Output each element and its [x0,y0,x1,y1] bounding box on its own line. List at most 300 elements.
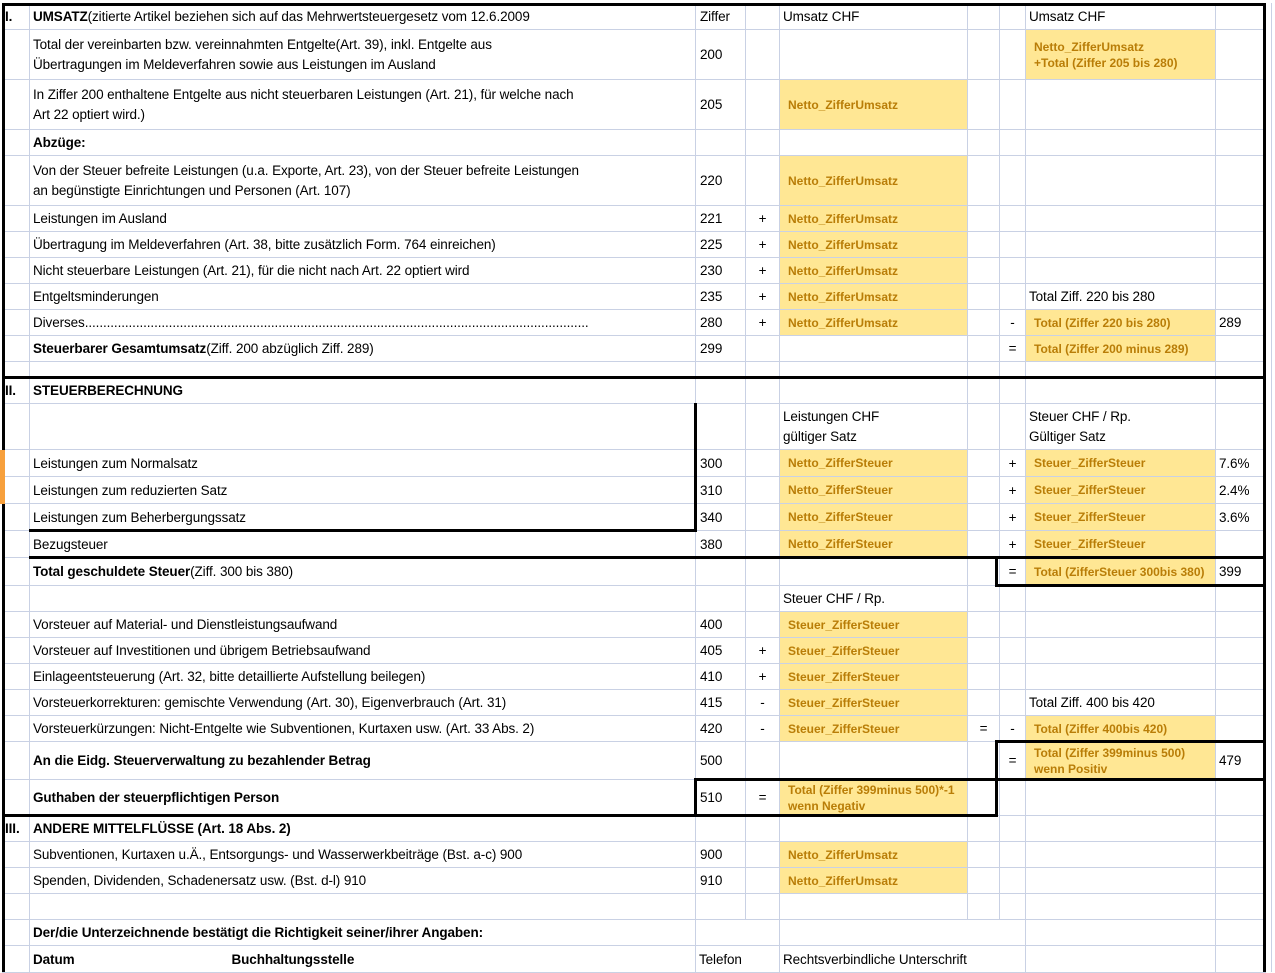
cell [746,130,780,156]
cell [968,612,1000,638]
cell [1026,638,1216,664]
table-row [2,336,1266,362]
cell [1000,30,1026,80]
thick-border-ziffer-box-left [694,403,697,532]
cell [1026,816,1216,842]
input-umsatz-235[interactable]: Netto_ZifferUmsatz [780,284,968,310]
cell [2,690,30,716]
cell [1216,156,1266,206]
section-title-bold: UMSATZ [33,9,88,24]
cell [2,946,30,973]
input-vorsteuer-410[interactable]: Steuer_ZifferSteuer [780,664,968,690]
thick-border-510-box-left [694,778,697,817]
input-umsatz-900[interactable]: Netto_ZifferUmsatz [780,842,968,868]
operator-plus: + [1000,450,1026,477]
buchhaltungsstelle-label: Buchhaltungsstelle [231,951,355,967]
input-umsatz-230[interactable]: Netto_ZifferUmsatz [780,258,968,284]
cell [746,450,780,477]
row-description: Vorsteuerkorrekturen: gemischte Verwendung (Art. 30), Eigenverbrauch (Art. 31) [30,690,696,716]
operator-equals: = [746,780,780,816]
section-title-mittelfluesse: ANDERE MITTELFLÜSSE (Art. 18 Abs. 2) [30,816,696,842]
cell [2,558,30,586]
cell [746,477,780,504]
ziffer-405: 405 [696,638,746,664]
dotted-line: .......................................................................................................................................... [84,315,589,330]
total-note-220-280: Total Ziff. 220 bis 280 [1026,284,1216,310]
input-vorsteuer-405[interactable]: Steuer_ZifferSteuer [780,638,968,664]
table-row [2,558,1266,586]
confirmation-statement: Der/die Unterzeichnende bestätigt die Richtigkeit seiner/ihrer Angaben: [30,920,696,946]
cell [2,920,30,946]
table-row [2,716,1266,742]
ziffer-289: 289 [1216,310,1266,336]
input-umsatz-205[interactable]: Netto_ZifferUmsatz [780,80,968,130]
cell [780,894,968,920]
cell [2,258,30,284]
ziffer-310: 310 [696,477,746,504]
section-title [30,4,696,30]
cell [746,404,780,450]
ziffer-400: 400 [696,612,746,638]
input-leistung-300[interactable]: Netto_ZifferSteuer [780,450,968,477]
cell [2,612,30,638]
input-umsatz-280[interactable]: Netto_ZifferUmsatz [780,310,968,336]
table-row [2,4,1266,30]
formula-line: Total (Ziffer 399minus 500)*-1 [788,782,955,797]
cell [1216,258,1266,284]
cell [780,336,968,362]
cell [30,894,696,920]
cell [1026,612,1216,638]
cell [1026,130,1216,156]
operator-minus: - [746,690,780,716]
cell [2,206,30,232]
input-vorsteuer-415[interactable]: Steuer_ZifferSteuer [780,690,968,716]
cell [1216,4,1266,30]
cell [968,4,1000,30]
cell [2,664,30,690]
table-row [2,586,1266,612]
cell [2,284,30,310]
cell [1216,780,1266,816]
ziffer-230: 230 [696,258,746,284]
header-line: Gültiger Satz [1029,428,1106,444]
cell [746,80,780,130]
ziffer-910: 910 [696,868,746,894]
table-row [2,531,1266,558]
cell [2,842,30,868]
input-leistung-340[interactable]: Netto_ZifferSteuer [780,504,968,531]
rate-300: 7.6% [1216,450,1266,477]
cell [968,868,1000,894]
desc-line: an begünstigte Einrichtungen und Personen (Art. 107) [33,182,351,198]
desc-line: Diverses [33,315,85,330]
ziffer-399: 399 [1216,558,1266,586]
header-line: Leistungen CHF [783,408,880,424]
cell [1000,80,1026,130]
datum-label: Datum [33,951,75,967]
cell [968,690,1000,716]
formula-line: +Total (Ziffer 205 bis 280) [1034,55,1178,70]
operator-plus: + [746,284,780,310]
cell [746,504,780,531]
formula-total-299[interactable]: Total (Ziffer 200 minus 289) [1026,336,1216,362]
cell [696,404,746,450]
formula-line: wenn Positiv [1034,761,1108,776]
thick-border-510-box-right [995,778,998,817]
cell [780,30,968,80]
cell [968,80,1000,130]
thick-border-under-340 [29,529,697,532]
table-row [2,156,1266,206]
cell [2,586,30,612]
signature-labels [30,946,696,973]
cell [696,558,746,586]
column-header-steuer [1026,404,1216,450]
cell [1216,80,1266,130]
table-row [2,690,1266,716]
operator-plus: + [746,232,780,258]
operator-equals: = [968,716,1000,742]
cell [2,310,30,336]
ziffer-900: 900 [696,842,746,868]
column-header-leistungen [780,404,968,450]
table-row [2,310,1266,336]
cell [968,816,1000,842]
row-description: Entgeltsminderungen [30,284,696,310]
cell [2,156,30,206]
desc-line: Total der vereinbarten bzw. vereinnahmten Entgelte(Art. 39), inkl. Entgelte aus [33,36,492,52]
cell [746,586,780,612]
cell [1216,690,1266,716]
cell [746,868,780,894]
cell [2,232,30,258]
thick-border-399-box-bottom [995,584,1266,587]
operator-equals: = [1000,336,1026,362]
cell [1000,284,1026,310]
input-steuer-380[interactable]: Steuer_ZifferSteuer [1026,531,1216,558]
ziffer-299: 299 [696,336,746,362]
operator-equals: = [1000,558,1026,586]
cell [2,780,30,816]
ziffer-221: 221 [696,206,746,232]
operator-minus: - [746,716,780,742]
column-header-vorsteuer: Steuer CHF / Rp. [780,586,968,612]
ziffer-280: 280 [696,310,746,336]
cell [968,531,1000,558]
thick-border-section-divider [2,376,1264,379]
input-umsatz-220[interactable]: Netto_ZifferUmsatz [780,156,968,206]
cell [968,504,1000,531]
operator-minus: - [1000,716,1026,742]
unterschrift-label: Rechtsverbindliche Unterschrift [780,946,1026,973]
table-row [2,206,1266,232]
cell [2,868,30,894]
operator-plus: + [1000,531,1026,558]
cell [30,404,696,450]
input-leistung-310[interactable]: Netto_ZifferSteuer [780,477,968,504]
cell [746,742,780,780]
cell [2,504,30,531]
desc-line: Übertragungen im Meldeverfahren sowie aus Leistungen im Ausland [33,56,436,72]
operator-equals: = [1000,742,1026,780]
cell [780,816,968,842]
section-title-steuerberechnung: STEUERBERECHNUNG [30,378,696,404]
input-vorsteuer-400[interactable]: Steuer_ZifferSteuer [780,612,968,638]
cell [2,30,30,80]
telefon-label: Telefon [696,946,780,973]
operator-plus: + [1000,504,1026,531]
desc-bold: Total geschuldete Steuer [33,564,191,579]
input-total-200[interactable] [1026,30,1216,80]
cell [1000,894,1026,920]
row-description: Nicht steuerbare Leistungen (Art. 21), für die nicht nach Art. 22 optiert wird [30,258,696,284]
cell [1216,664,1266,690]
table-row [2,130,1266,156]
cell [2,531,30,558]
section-number: I. [2,4,30,30]
total-note-400-420: Total Ziff. 400 bis 420 [1026,690,1216,716]
table-row [2,742,1266,780]
row-description: Einlageentsteuerung (Art. 32, bitte detaillierte Aufstellung beilegen) [30,664,696,690]
thick-border-right [1263,3,1266,972]
cell [780,742,968,780]
thick-border-500-box-top [995,740,1266,743]
header-line: Steuer CHF / Rp. [1029,408,1131,424]
row-description: Leistungen im Ausland [30,206,696,232]
cell [1216,946,1266,973]
desc-line: Art 22 optiert wird.) [33,106,145,122]
row-description: Leistungen zum Beherbergungssatz [30,504,696,531]
ziffer-380: 380 [696,531,746,558]
row-description: Vorsteuer auf Material- und Dienstleistungsaufwand [30,612,696,638]
table-row [2,378,1266,404]
cell [746,531,780,558]
cell [2,404,30,450]
ziffer-510: 510 [696,780,746,816]
cell [2,742,30,780]
table-row [2,258,1266,284]
input-umsatz-225[interactable]: Netto_ZifferUmsatz [780,232,968,258]
ziffer-479: 479 [1216,742,1266,780]
cell [1026,894,1216,920]
input-umsatz-221[interactable]: Netto_ZifferUmsatz [780,206,968,232]
desc-line: In Ziffer 200 enthaltene Entgelte aus nicht steuerbaren Leistungen (Art. 21), für welche nach [33,86,574,102]
cell [1000,4,1026,30]
rate-310: 2.4% [1216,477,1266,504]
row-description: Bezugsteuer [30,531,696,558]
cell [968,258,1000,284]
input-umsatz-910[interactable]: Netto_ZifferUmsatz [780,868,968,894]
table-row [2,504,1266,531]
formula-total-500[interactable] [1026,742,1216,780]
row-description: Spenden, Dividenden, Schadenersatz usw. (Bst. d-l) 910 [30,868,696,894]
cell [1000,404,1026,450]
cell [968,206,1000,232]
cell [2,716,30,742]
table-row [2,842,1266,868]
cell [968,156,1000,206]
thick-border-top [2,3,1264,6]
row-description: An die Eidg. Steuerverwaltung zu bezahlender Betrag [30,742,696,780]
header-line: gültiger Satz [783,428,857,444]
cell [696,130,746,156]
ziffer-340: 340 [696,504,746,531]
table-row [2,477,1266,504]
cell [746,4,780,30]
formula-line: Total (Ziffer 399minus 500) [1034,745,1186,760]
cell [696,894,746,920]
operator-plus: + [746,638,780,664]
cell [30,586,696,612]
cell [1216,130,1266,156]
cell [1026,156,1216,206]
desc-rest: (Ziff. 300 bis 380) [190,564,294,579]
cell [1000,816,1026,842]
cell [968,130,1000,156]
cell [1026,868,1216,894]
ziffer-410: 410 [696,664,746,690]
cell [1000,378,1026,404]
desc-bold: Steuerbarer Gesamtumsatz [33,341,207,356]
cell [1026,842,1216,868]
cell [1216,638,1266,664]
cell [1000,664,1026,690]
cell [1000,612,1026,638]
cell [1026,206,1216,232]
cell [1000,586,1026,612]
rate-340: 3.6% [1216,504,1266,531]
cell [780,558,968,586]
ziffer-225: 225 [696,232,746,258]
table-row [2,638,1266,664]
row-description: Vorsteuer auf Investitionen und übrigem Betriebsaufwand [30,638,696,664]
cell [1216,868,1266,894]
cell [2,894,30,920]
cell [1216,336,1266,362]
cell [968,30,1000,80]
cell [1216,842,1266,868]
formula-line: Netto_ZifferUmsatz [1034,39,1145,54]
table-row [2,232,1266,258]
cell [1000,232,1026,258]
orange-marker-310 [0,477,5,504]
cell [1026,378,1216,404]
cell [1216,404,1266,450]
cell [696,378,746,404]
ziffer-205: 205 [696,80,746,130]
cell [1216,586,1266,612]
table-row [2,946,1266,973]
formula-total-510[interactable] [780,780,968,816]
cell [1000,690,1026,716]
cell [968,336,1000,362]
cell [968,450,1000,477]
cell [1216,30,1266,80]
table-row [2,816,1266,842]
ziffer-220: 220 [696,156,746,206]
cell [1216,284,1266,310]
formula-line: wenn Negativ [788,798,866,813]
formula-total-289[interactable]: Total (Ziffer 220 bis 280) [1026,310,1216,336]
input-steuer-340[interactable]: Steuer_ZifferSteuer [1026,504,1216,531]
cell [1216,232,1266,258]
ziffer-300: 300 [696,450,746,477]
cell [1000,130,1026,156]
table-row [2,80,1266,130]
row-description [30,310,696,336]
thick-border-500-box-left [995,740,998,781]
orange-marker-300 [0,450,5,477]
cell [968,638,1000,664]
cell [968,378,1000,404]
cell [2,336,30,362]
cell [696,816,746,842]
cell [1000,156,1026,206]
cell [1216,816,1266,842]
ziffer-235: 235 [696,284,746,310]
formula-total-420[interactable]: Total (Ziffer 400bis 420) [1026,716,1216,742]
input-steuer-300[interactable]: Steuer_ZifferSteuer [1026,450,1216,477]
table-row [2,450,1266,477]
cell [1216,531,1266,558]
row-description [30,558,696,586]
cell [1026,258,1216,284]
input-leistung-380[interactable]: Netto_ZifferSteuer [780,531,968,558]
cell [780,130,968,156]
cell [1026,920,1216,946]
table-row [2,612,1266,638]
cell [696,586,746,612]
cell [1216,612,1266,638]
section-number: II. [2,378,30,404]
cell [1216,716,1266,742]
section-number: III. [2,816,30,842]
cell [746,894,780,920]
operator-plus: + [746,310,780,336]
row-description: Subventionen, Kurtaxen u.Ä., Entsorgungs- und Wasserwerkbeiträge (Bst. a-c) 900 [30,842,696,868]
formula-total-399[interactable]: Total (ZifferSteuer 300bis 380) [1026,558,1216,586]
operator-plus: + [746,664,780,690]
row-description: Leistungen zum Normalsatz [30,450,696,477]
desc-rest: (Ziff. 200 abzüglich Ziff. 289) [206,341,374,356]
cell [968,232,1000,258]
row-description [30,80,696,130]
cell [1026,80,1216,130]
cell [968,894,1000,920]
thick-border-399-box-left [995,556,998,587]
cell [968,586,1000,612]
operator-plus: + [746,258,780,284]
row-description: Vorsteuerkürzungen: Nicht-Entgelte wie Subventionen, Kurtaxen usw. (Art. 33 Abs. 2) [30,716,696,742]
table-row [2,404,1266,450]
ziffer-420: 420 [696,716,746,742]
gridline-right-edge [1271,3,1272,972]
operator-plus: + [1000,477,1026,504]
table-row [2,868,1266,894]
cell [1000,842,1026,868]
input-steuer-310[interactable]: Steuer_ZifferSteuer [1026,477,1216,504]
worksheet-grid [2,4,1266,973]
input-vorsteuer-420[interactable]: Steuer_ZifferSteuer [780,716,968,742]
cell [746,558,780,586]
cell [968,842,1000,868]
desc-line: Von der Steuer befreite Leistungen (u.a. Exporte, Art. 23), von der Steuer befreite Leistungen [33,162,579,178]
cell [2,638,30,664]
cell [968,310,1000,336]
column-header-umsatz-right: Umsatz CHF [1026,4,1216,30]
cell [2,477,30,504]
